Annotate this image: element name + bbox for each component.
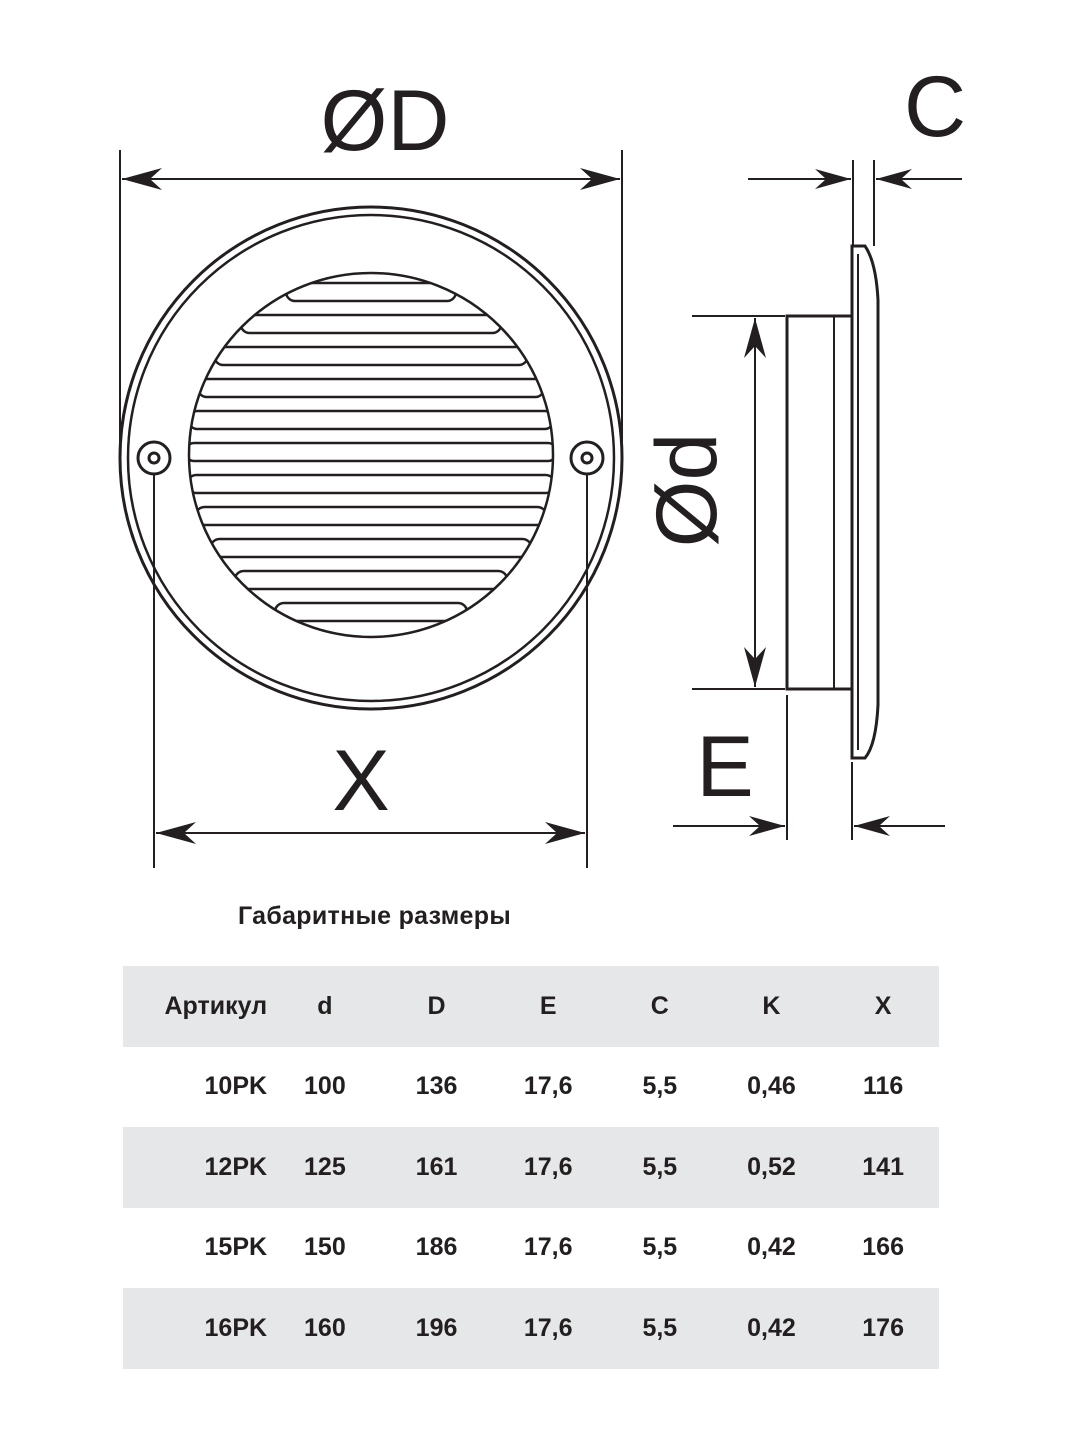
header-D: D — [427, 991, 446, 1020]
header-E: E — [539, 991, 557, 1020]
louver-slat — [196, 507, 547, 525]
cell-article: 12PK — [204, 1152, 268, 1181]
table-header-row — [123, 966, 939, 1047]
dimension-thickness — [748, 160, 962, 246]
front-view — [120, 207, 622, 709]
louver-slat — [211, 539, 532, 557]
cell-K: 0,46 — [747, 1072, 796, 1101]
cell-d: 100 — [304, 1072, 346, 1101]
label-outer-diameter: ØD — [320, 73, 450, 169]
header-article: Артикул — [164, 991, 268, 1020]
table-row — [123, 1288, 939, 1369]
louver-slat — [214, 347, 527, 365]
cell-E: 17,6 — [523, 1233, 573, 1262]
table-caption: Габаритные размеры — [238, 902, 511, 930]
cell-X: 176 — [862, 1313, 904, 1342]
label-inner-diameter: Ød — [639, 432, 735, 548]
dimensions-table — [123, 966, 939, 1369]
cell-article: 10PK — [204, 1072, 268, 1101]
cell-D: 136 — [415, 1072, 458, 1101]
side-spigot — [787, 316, 852, 689]
cell-d: 160 — [304, 1313, 346, 1342]
louver-slat — [188, 411, 553, 429]
header-d: d — [317, 991, 333, 1020]
cell-X: 141 — [862, 1152, 904, 1181]
cell-article: 16PK — [204, 1313, 268, 1342]
label-thickness: C — [903, 59, 967, 155]
table-row — [123, 1208, 939, 1289]
mounting-hole-left — [138, 442, 170, 474]
louver-slat — [198, 379, 544, 397]
mounting-hole-right — [571, 442, 603, 474]
label-mounting-distance: X — [332, 733, 390, 829]
cell-X: 116 — [862, 1072, 904, 1101]
grille-louvers — [185, 283, 557, 621]
cell-C: 5,5 — [642, 1072, 678, 1101]
cell-E: 17,6 — [523, 1313, 573, 1342]
cell-C: 5,5 — [642, 1152, 678, 1181]
header-C: C — [650, 991, 669, 1020]
grille-edge — [189, 273, 553, 637]
louver-slat — [241, 315, 502, 333]
header-K: K — [762, 991, 781, 1020]
outer-rim-inner — [128, 215, 614, 701]
cell-D: 196 — [415, 1313, 458, 1342]
cell-C: 5,5 — [642, 1313, 678, 1342]
cell-E: 17,6 — [523, 1072, 573, 1101]
cell-D: 161 — [415, 1152, 458, 1181]
cell-d: 150 — [304, 1233, 346, 1262]
louver-slat — [286, 283, 456, 301]
cell-d: 125 — [304, 1152, 346, 1181]
louver-slat — [185, 443, 557, 461]
side-flange — [852, 246, 878, 758]
louver-slat — [187, 475, 554, 493]
cell-C: 5,5 — [642, 1233, 678, 1262]
cell-article: 15PK — [204, 1233, 268, 1262]
cell-K: 0,52 — [747, 1152, 796, 1181]
cell-K: 0,42 — [747, 1313, 796, 1342]
cell-D: 186 — [415, 1233, 458, 1262]
cell-E: 17,6 — [523, 1152, 573, 1181]
cell-X: 166 — [862, 1233, 904, 1262]
cell-K: 0,42 — [747, 1233, 796, 1262]
louver-slat — [235, 571, 508, 589]
side-view — [787, 246, 878, 758]
table-row — [123, 1047, 939, 1128]
table-row — [123, 1127, 939, 1208]
label-depth: E — [696, 719, 754, 815]
louver-slat — [275, 603, 467, 621]
header-X: X — [874, 991, 892, 1020]
